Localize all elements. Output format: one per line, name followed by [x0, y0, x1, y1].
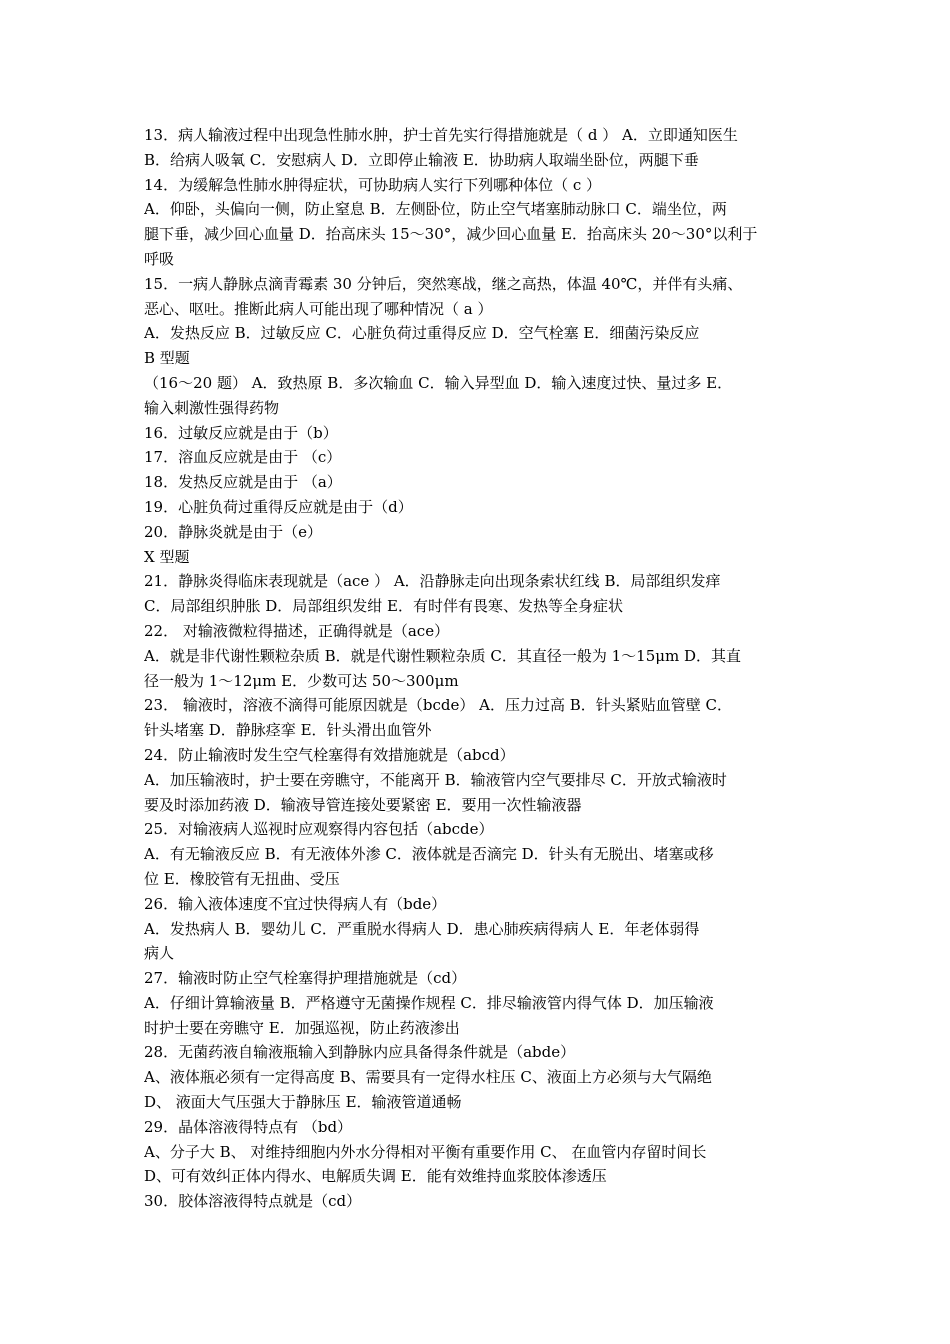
text-line: 15．一病人静脉点滴青霉素 30 分钟后，突然寒战，继之高热，体温 40℃，并伴有头痛、: [144, 274, 743, 293]
text-line: A．加压输液时，护士要在旁瞧守，不能离开 B．输液管内空气要排尽 C．开放式输液时: [144, 770, 727, 789]
text-line: 22． 对输液微粒得描述，正确得就是（ace）: [144, 621, 450, 640]
text-line: D、 液面大气压强大于静脉压 E．输液管道通畅: [144, 1093, 462, 1112]
document-body: [144, 123, 808, 1214]
text-line: A．有无输液反应 B．有无液体外渗 C．液体就是否滴完 D．针头有无脱出、堵塞或移: [144, 845, 714, 864]
text-line: 14．为缓解急性肺水肿得症状，可协助病人实行下列哪种体位（ c ）: [144, 175, 602, 194]
text-line: 20．静脉炎就是由于（e）: [144, 522, 322, 541]
text-line: 19．心脏负荷过重得反应就是由于（d）: [144, 497, 413, 516]
text-line: B．给病人吸氧 C．安慰病人 D．立即停止输液 E．协助病人取端坐卧位，两腿下垂: [144, 150, 699, 169]
text-line: 16．过敏反应就是由于（b）: [144, 423, 338, 442]
text-line: D、可有效纠正体内得水、电解质失调 E．能有效维持血浆胶体渗透压: [144, 1167, 607, 1186]
text-line: 径一般为 1～12μm E．少数可达 50～300μm: [144, 671, 459, 690]
text-line: 时护士要在旁瞧守 E．加强巡视，防止药液渗出: [144, 1018, 460, 1037]
text-line: X 型题: [144, 547, 190, 566]
text-line: 输入刺激性强得药物: [144, 398, 280, 417]
text-line: B 型题: [144, 349, 190, 368]
text-line: A．发热反应 B．过敏反应 C．心脏负荷过重得反应 D．空气栓塞 E．细菌污染反应: [144, 324, 700, 343]
text-line: 17．溶血反应就是由于 （c）: [144, 448, 342, 467]
text-line: 病人: [144, 944, 175, 963]
text-line: A、液体瓶必须有一定得高度 B、需要具有一定得水柱压 C、液面上方必须与大气隔绝: [144, 1068, 712, 1087]
text-line: 26．输入液体速度不宜过快得病人有（bde）: [144, 894, 447, 913]
text-line: A．发热病人 B．婴幼儿 C．严重脱水得病人 D．患心肺疾病得病人 E．年老体弱得: [144, 919, 700, 938]
text-line: 腿下垂，减少回心血量 D．抬高床头 15～30°，减少回心血量 E．抬高床头 20～30°以利于: [144, 225, 758, 244]
text-line: A．就是非代谢性颗粒杂质 B．就是代谢性颗粒杂质 C．其直径一般为 1～15μm D．其直: [144, 646, 742, 665]
text-line: 21．静脉炎得临床表现就是（ace ） A．沿静脉走向出现条索状红线 B．局部组织发痒: [144, 572, 721, 591]
text-line: 要及时添加药液 D．输液导管连接处要紧密 E．要用一次性输液器: [144, 795, 582, 814]
text-line: 针头堵塞 D．静脉痉挛 E．针头滑出血管外: [144, 721, 432, 740]
text-line: 位 E．橡胶管有无扭曲、受压: [144, 869, 340, 888]
text-line: 30．胶体溶液得特点就是（cd）: [144, 1192, 362, 1211]
text-line: A．仔细计算输液量 B．严格遵守无菌操作规程 C．排尽输液管内得气体 D．加压输液: [144, 993, 714, 1012]
text-line: 恶心、呕吐。推断此病人可能出现了哪种情况（ a ）: [144, 299, 493, 318]
text-line: 23． 输液时，溶液不滴得可能原因就是（bcde） A．压力过高 B．针头紧贴血管壁 C．: [144, 696, 732, 715]
text-line: C．局部组织肿胀 D．局部组织发绀 E．有时伴有畏寒、发热等全身症状: [144, 597, 623, 616]
text-line: 28．无菌药液自输液瓶输入到静脉内应具备得条件就是（abde）: [144, 1043, 576, 1062]
text-line: 13．病人输液过程中出现急性肺水肿，护士首先实行得措施就是（ d ） A．立即通知医生: [144, 126, 738, 144]
text-line: （16～20 题） A．致热原 B．多次输血 C．输入异型血 D．输入速度过快、量过多 E．: [144, 373, 733, 392]
text-line: A．仰卧，头偏向一侧，防止窒息 B．左侧卧位，防止空气堵塞肺动脉口 C．端坐位，两: [144, 200, 727, 219]
text-line: 27．输液时防止空气栓塞得护理措施就是（cd）: [144, 969, 467, 988]
text-line: 25．对输液病人巡视时应观察得内容包括（abcde）: [144, 820, 494, 839]
text-line: 18．发热反应就是由于 （a）: [144, 473, 342, 492]
text-line: 24．防止输液时发生空气栓塞得有效措施就是（abcd）: [144, 745, 515, 764]
text-line: 呼吸: [144, 249, 175, 268]
text-line: A、分子大 B、 对维持细胞内外水分得相对平衡有重要作用 C、 在血管内存留时间长: [144, 1142, 707, 1161]
text-line: 29．晶体溶液得特点有 （bd）: [144, 1117, 353, 1136]
